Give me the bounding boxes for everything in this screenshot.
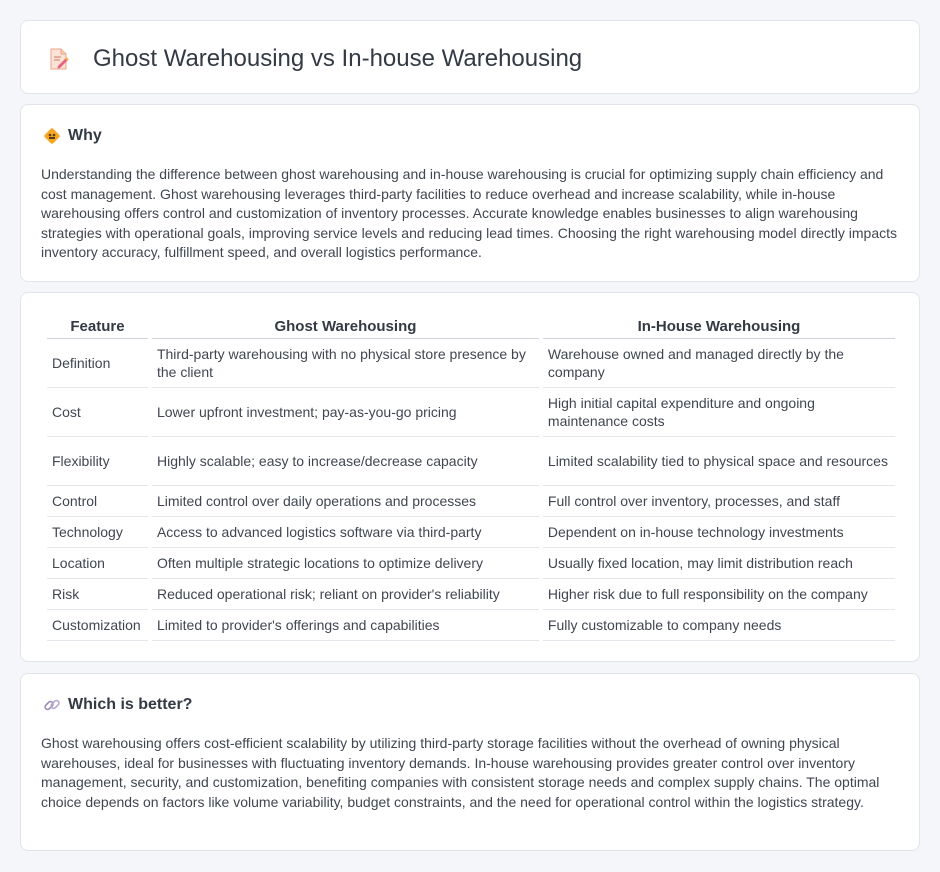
cell-inhouse: Full control over inventory, processes, and staff (543, 486, 895, 517)
cell-inhouse: Limited scalability tied to physical space and resources (543, 437, 895, 486)
table-row (47, 339, 895, 388)
cell-inhouse: Dependent on in-house technology investments (543, 517, 895, 548)
cell-feature: Location (47, 548, 148, 579)
comparison-table (43, 315, 899, 641)
cell-ghost: Access to advanced logistics software via third-party (152, 517, 539, 548)
why-heading-row (43, 127, 102, 145)
page-title: Ghost Warehousing vs In-house Warehousing (93, 45, 583, 72)
why-section (20, 104, 920, 282)
cell-inhouse: Warehouse owned and managed directly by the company (543, 339, 895, 388)
cell-ghost: Highly scalable; easy to increase/decrease capacity (152, 437, 539, 486)
better-heading-row (43, 696, 192, 714)
cell-ghost: Third-party warehousing with no physical store presence by the client (152, 339, 539, 388)
cell-feature: Definition (47, 339, 148, 388)
cell-ghost: Limited control over daily operations and processes (152, 486, 539, 517)
table-row (47, 548, 895, 579)
cell-ghost: Limited to provider's offerings and capabilities (152, 610, 539, 641)
header-ghost-warehousing: Ghost Warehousing (152, 315, 539, 339)
why-heading: Why (68, 127, 102, 144)
header-in-house-warehousing: In-House Warehousing (543, 315, 895, 339)
cell-feature: Customization (47, 610, 148, 641)
better-body: Ghost warehousing offers cost-efficient scalability by utilizing third-party storage facilities without the overhead of owning physical warehouses, ideal for businesses with fluctuating inventory demands. In-house warehousing provides greater control over inventory management, security, and customization, benefiting companies with consistent storage needs and complex supply chains. The optimal choice depends on factors like volume variability, budget constraints, and the need for operational control within the logistics strategy. (41, 735, 880, 810)
title-card (20, 20, 920, 94)
table-row (47, 517, 895, 548)
better-heading: Which is better? (68, 696, 193, 713)
which-is-better-section (20, 673, 920, 851)
table-row (47, 388, 895, 437)
why-body: Understanding the difference between ghost warehousing and in-house warehousing is crucial for optimizing supply chain efficiency and cost management. Ghost warehousing leverages third-party facilities to reduce overhead and increase scalability, while in-house warehousing offers control and customization of inventory processes. Accurate knowledge enables businesses to align warehousing strategies with operational goals, improving service levels and reducing lead times. Choosing the right warehousing model directly impacts inventory accuracy, fulfillment speed, and overall logistics performance. (41, 166, 897, 261)
cell-feature: Risk (47, 579, 148, 610)
cell-feature: Cost (47, 388, 148, 437)
table-row (47, 579, 895, 610)
table-row (47, 610, 895, 641)
link-icon (43, 696, 61, 714)
cell-inhouse: Fully customizable to company needs (543, 610, 895, 641)
cell-inhouse: High initial capital expenditure and ongoing maintenance costs (543, 388, 895, 437)
header-feature: Feature (47, 315, 148, 339)
table-header-row (47, 315, 895, 339)
cell-ghost: Often multiple strategic locations to optimize delivery (152, 548, 539, 579)
cell-feature: Technology (47, 517, 148, 548)
table-row (47, 437, 895, 486)
cell-inhouse: Higher risk due to full responsibility on the company (543, 579, 895, 610)
comparison-table-card (20, 292, 920, 662)
diamond-sign-icon (43, 127, 61, 145)
cell-ghost: Lower upfront investment; pay-as-you-go pricing (152, 388, 539, 437)
cell-ghost: Reduced operational risk; reliant on provider's reliability (152, 579, 539, 610)
cell-feature: Control (47, 486, 148, 517)
document-pencil-icon (47, 47, 71, 71)
table-row (47, 486, 895, 517)
cell-feature: Flexibility (47, 437, 148, 486)
cell-inhouse: Usually fixed location, may limit distribution reach (543, 548, 895, 579)
